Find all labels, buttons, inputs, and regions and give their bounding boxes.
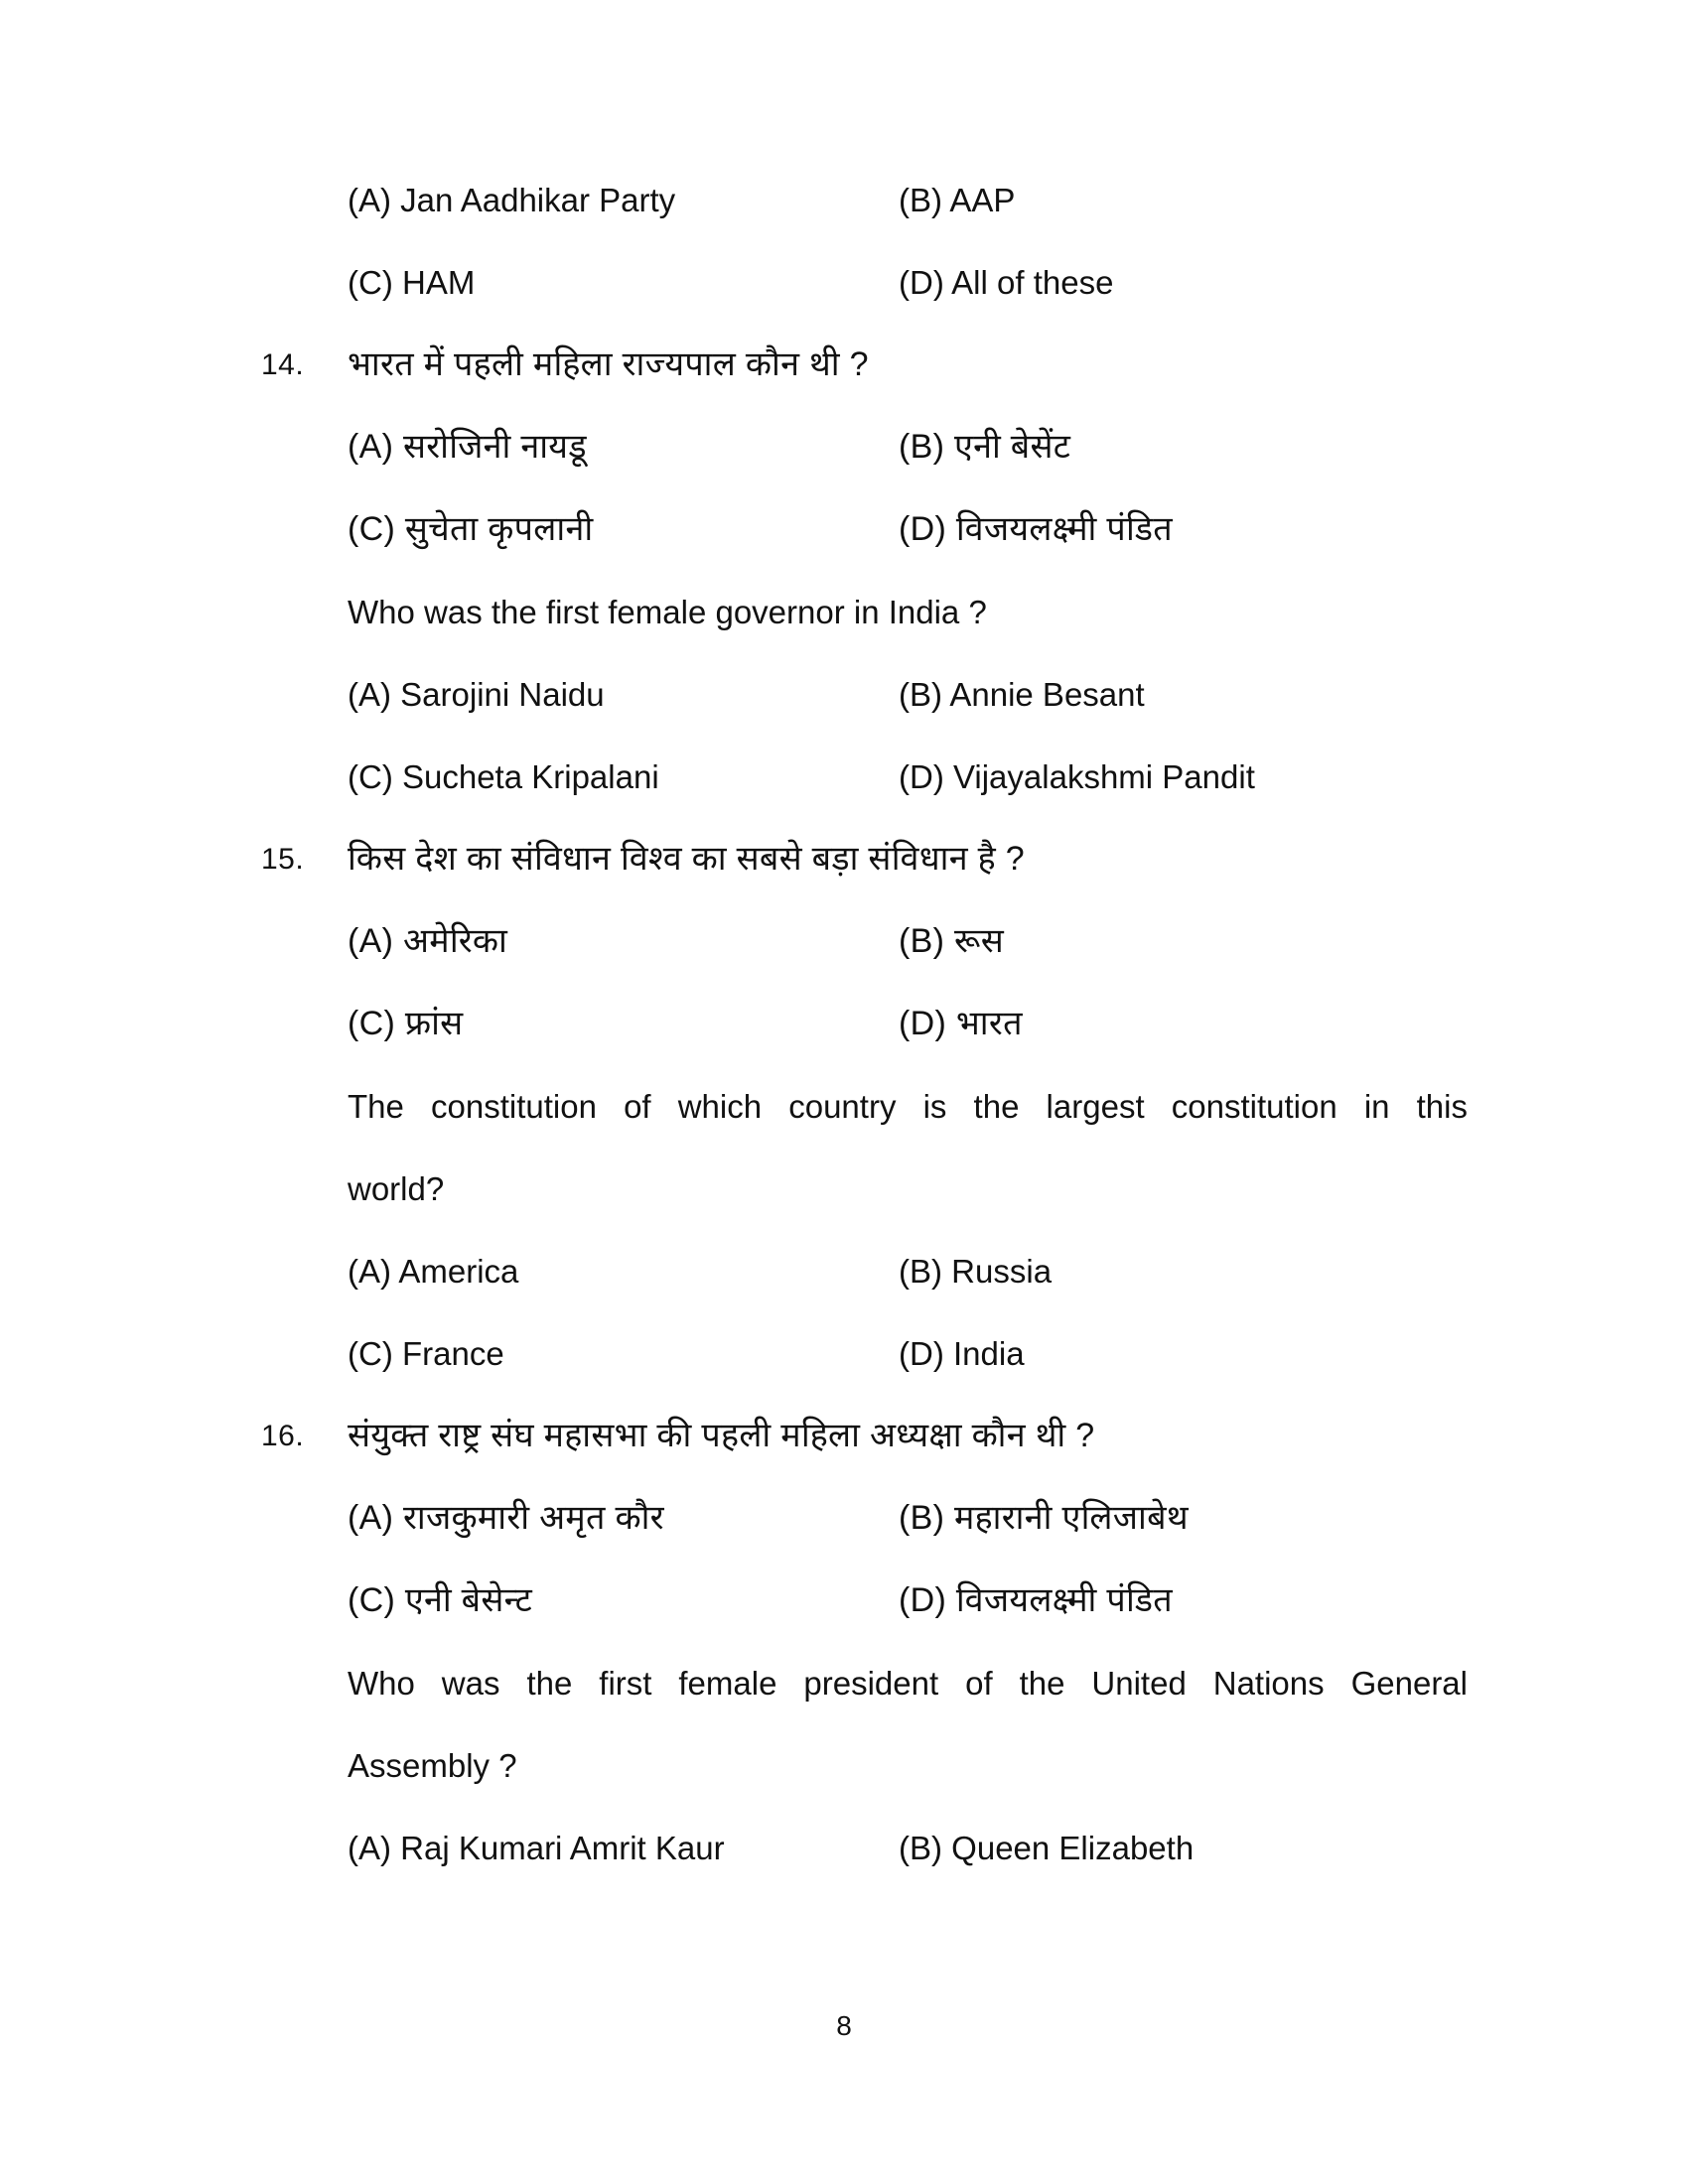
- option-text: रूस: [953, 922, 1004, 960]
- question-stem-english: [348, 571, 1468, 653]
- option-row: [261, 159, 1468, 241]
- option-key: (A): [348, 922, 394, 960]
- option-row: [261, 653, 1468, 736]
- option-key: (B): [899, 1253, 942, 1290]
- option-a: [348, 1477, 664, 1560]
- stem-line: Who was the first female governor in India ?: [348, 594, 987, 630]
- option-text: सरोजिनी नायडू: [402, 428, 587, 466]
- option-text: Sucheta Kripalani: [401, 758, 659, 795]
- option-text: अमेरिका: [402, 922, 508, 960]
- option-key: (D): [899, 510, 947, 548]
- option-text: फ्रांस: [404, 1005, 464, 1042]
- option-key: (D): [899, 1005, 947, 1042]
- option-c: [348, 1560, 532, 1642]
- stem-line: world?: [348, 1170, 445, 1207]
- question-number: 15.: [261, 843, 305, 876]
- option-d: [899, 983, 1023, 1065]
- question-stem-hindi: [261, 1395, 1468, 1477]
- option-text: विजयलक्ष्मी पंडित: [955, 510, 1173, 548]
- option-key: (A): [348, 1253, 391, 1290]
- option-text: महारानी एलिजाबेथ: [953, 1499, 1189, 1537]
- option-key: (D): [899, 758, 944, 795]
- option-c: [348, 488, 593, 571]
- option-text: राजकुमारी अमृत कौर: [402, 1499, 664, 1537]
- option-row: [261, 736, 1468, 818]
- stem-line: Who was the first female president of the United Nations General: [348, 1665, 1468, 1702]
- option-text: India: [952, 1335, 1025, 1372]
- option-row: [261, 983, 1468, 1065]
- question-text: किस देश का संविधान विश्व का सबसे बड़ा संविधान है ?: [348, 840, 1025, 878]
- option-a: [348, 1230, 518, 1312]
- option-row: [261, 488, 1468, 571]
- option-c: [348, 241, 475, 324]
- option-row: [261, 900, 1468, 983]
- option-key: (C): [348, 510, 396, 548]
- option-b: [899, 159, 1015, 241]
- option-key: (B): [899, 1499, 945, 1537]
- option-row: [261, 1230, 1468, 1312]
- option-text: Raj Kumari Amrit Kaur: [400, 1830, 725, 1866]
- option-text: France: [401, 1335, 504, 1372]
- option-d: [899, 488, 1173, 571]
- option-key: (A): [348, 182, 391, 218]
- option-text: Jan Aadhikar Party: [400, 182, 676, 218]
- option-key: (D): [899, 1335, 944, 1372]
- option-text: एनी बेसेंट: [953, 428, 1071, 466]
- option-c: [348, 736, 659, 818]
- option-c: [348, 983, 463, 1065]
- option-row: [261, 1477, 1468, 1560]
- option-text: एनी बेसेन्ट: [404, 1581, 533, 1619]
- option-text: Sarojini Naidu: [400, 676, 605, 713]
- option-a: [348, 159, 675, 241]
- option-b: [899, 1477, 1189, 1560]
- question-text: संयुक्त राष्ट्र संघ महासभा की पहली महिला अध्यक्षा कौन थी ?: [348, 1417, 1095, 1454]
- option-b: [899, 406, 1070, 488]
- option-b: [899, 1807, 1194, 1889]
- option-key: (B): [899, 922, 945, 960]
- option-d: [899, 736, 1255, 818]
- option-key: (B): [899, 1830, 942, 1866]
- option-a: [348, 900, 507, 983]
- option-key: (A): [348, 428, 394, 466]
- option-text: Vijayalakshmi Pandit: [952, 758, 1255, 795]
- option-b: [899, 653, 1145, 736]
- option-key: (A): [348, 676, 391, 713]
- option-key: (B): [899, 428, 945, 466]
- option-b: [899, 900, 1004, 983]
- option-key: (A): [348, 1830, 391, 1866]
- option-row: [261, 406, 1468, 488]
- option-row: [261, 1560, 1468, 1642]
- option-text: All of these: [951, 264, 1114, 301]
- option-row: [261, 1312, 1468, 1395]
- option-row: [261, 241, 1468, 324]
- option-key: (A): [348, 1499, 394, 1537]
- question-number: 16.: [261, 1420, 305, 1452]
- question-stem-hindi: [261, 818, 1468, 900]
- question-stem-english: [348, 1065, 1468, 1230]
- option-key: (C): [348, 1581, 396, 1619]
- option-key: (C): [348, 1005, 396, 1042]
- option-text: भारत: [955, 1005, 1023, 1042]
- question-number: 14.: [261, 348, 305, 381]
- question-text: भारत में पहली महिला राज्यपाल कौन थी ?: [348, 345, 869, 383]
- option-b: [899, 1230, 1052, 1312]
- option-text: AAP: [949, 182, 1016, 218]
- page-number: 8: [836, 2010, 852, 2041]
- option-d: [899, 241, 1113, 324]
- option-a: [348, 653, 605, 736]
- option-d: [899, 1312, 1025, 1395]
- option-a: [348, 406, 587, 488]
- option-text: HAM: [401, 264, 476, 301]
- question-stem-english: [348, 1642, 1468, 1807]
- option-row: [261, 1807, 1468, 1889]
- option-key: (B): [899, 676, 942, 713]
- option-c: [348, 1312, 504, 1395]
- option-key: (C): [348, 264, 393, 301]
- option-text: Annie Besant: [949, 676, 1145, 713]
- option-text: Queen Elizabeth: [951, 1830, 1195, 1866]
- option-key: (D): [899, 1581, 947, 1619]
- option-key: (B): [899, 182, 942, 218]
- option-text: Russia: [951, 1253, 1053, 1290]
- option-text: सुचेता कृपलानी: [404, 510, 594, 548]
- option-d: [899, 1560, 1173, 1642]
- option-key: (C): [348, 758, 393, 795]
- option-text: विजयलक्ष्मी पंडित: [955, 1581, 1173, 1619]
- option-key: (C): [348, 1335, 393, 1372]
- question-stem-hindi: [261, 324, 1468, 406]
- option-key: (D): [899, 264, 944, 301]
- stem-line: The constitution of which country is the largest constitution in this: [348, 1088, 1468, 1125]
- stem-line: Assembly ?: [348, 1747, 517, 1784]
- question-list: [261, 159, 1468, 1889]
- option-text: America: [398, 1253, 519, 1290]
- option-a: [348, 1807, 725, 1889]
